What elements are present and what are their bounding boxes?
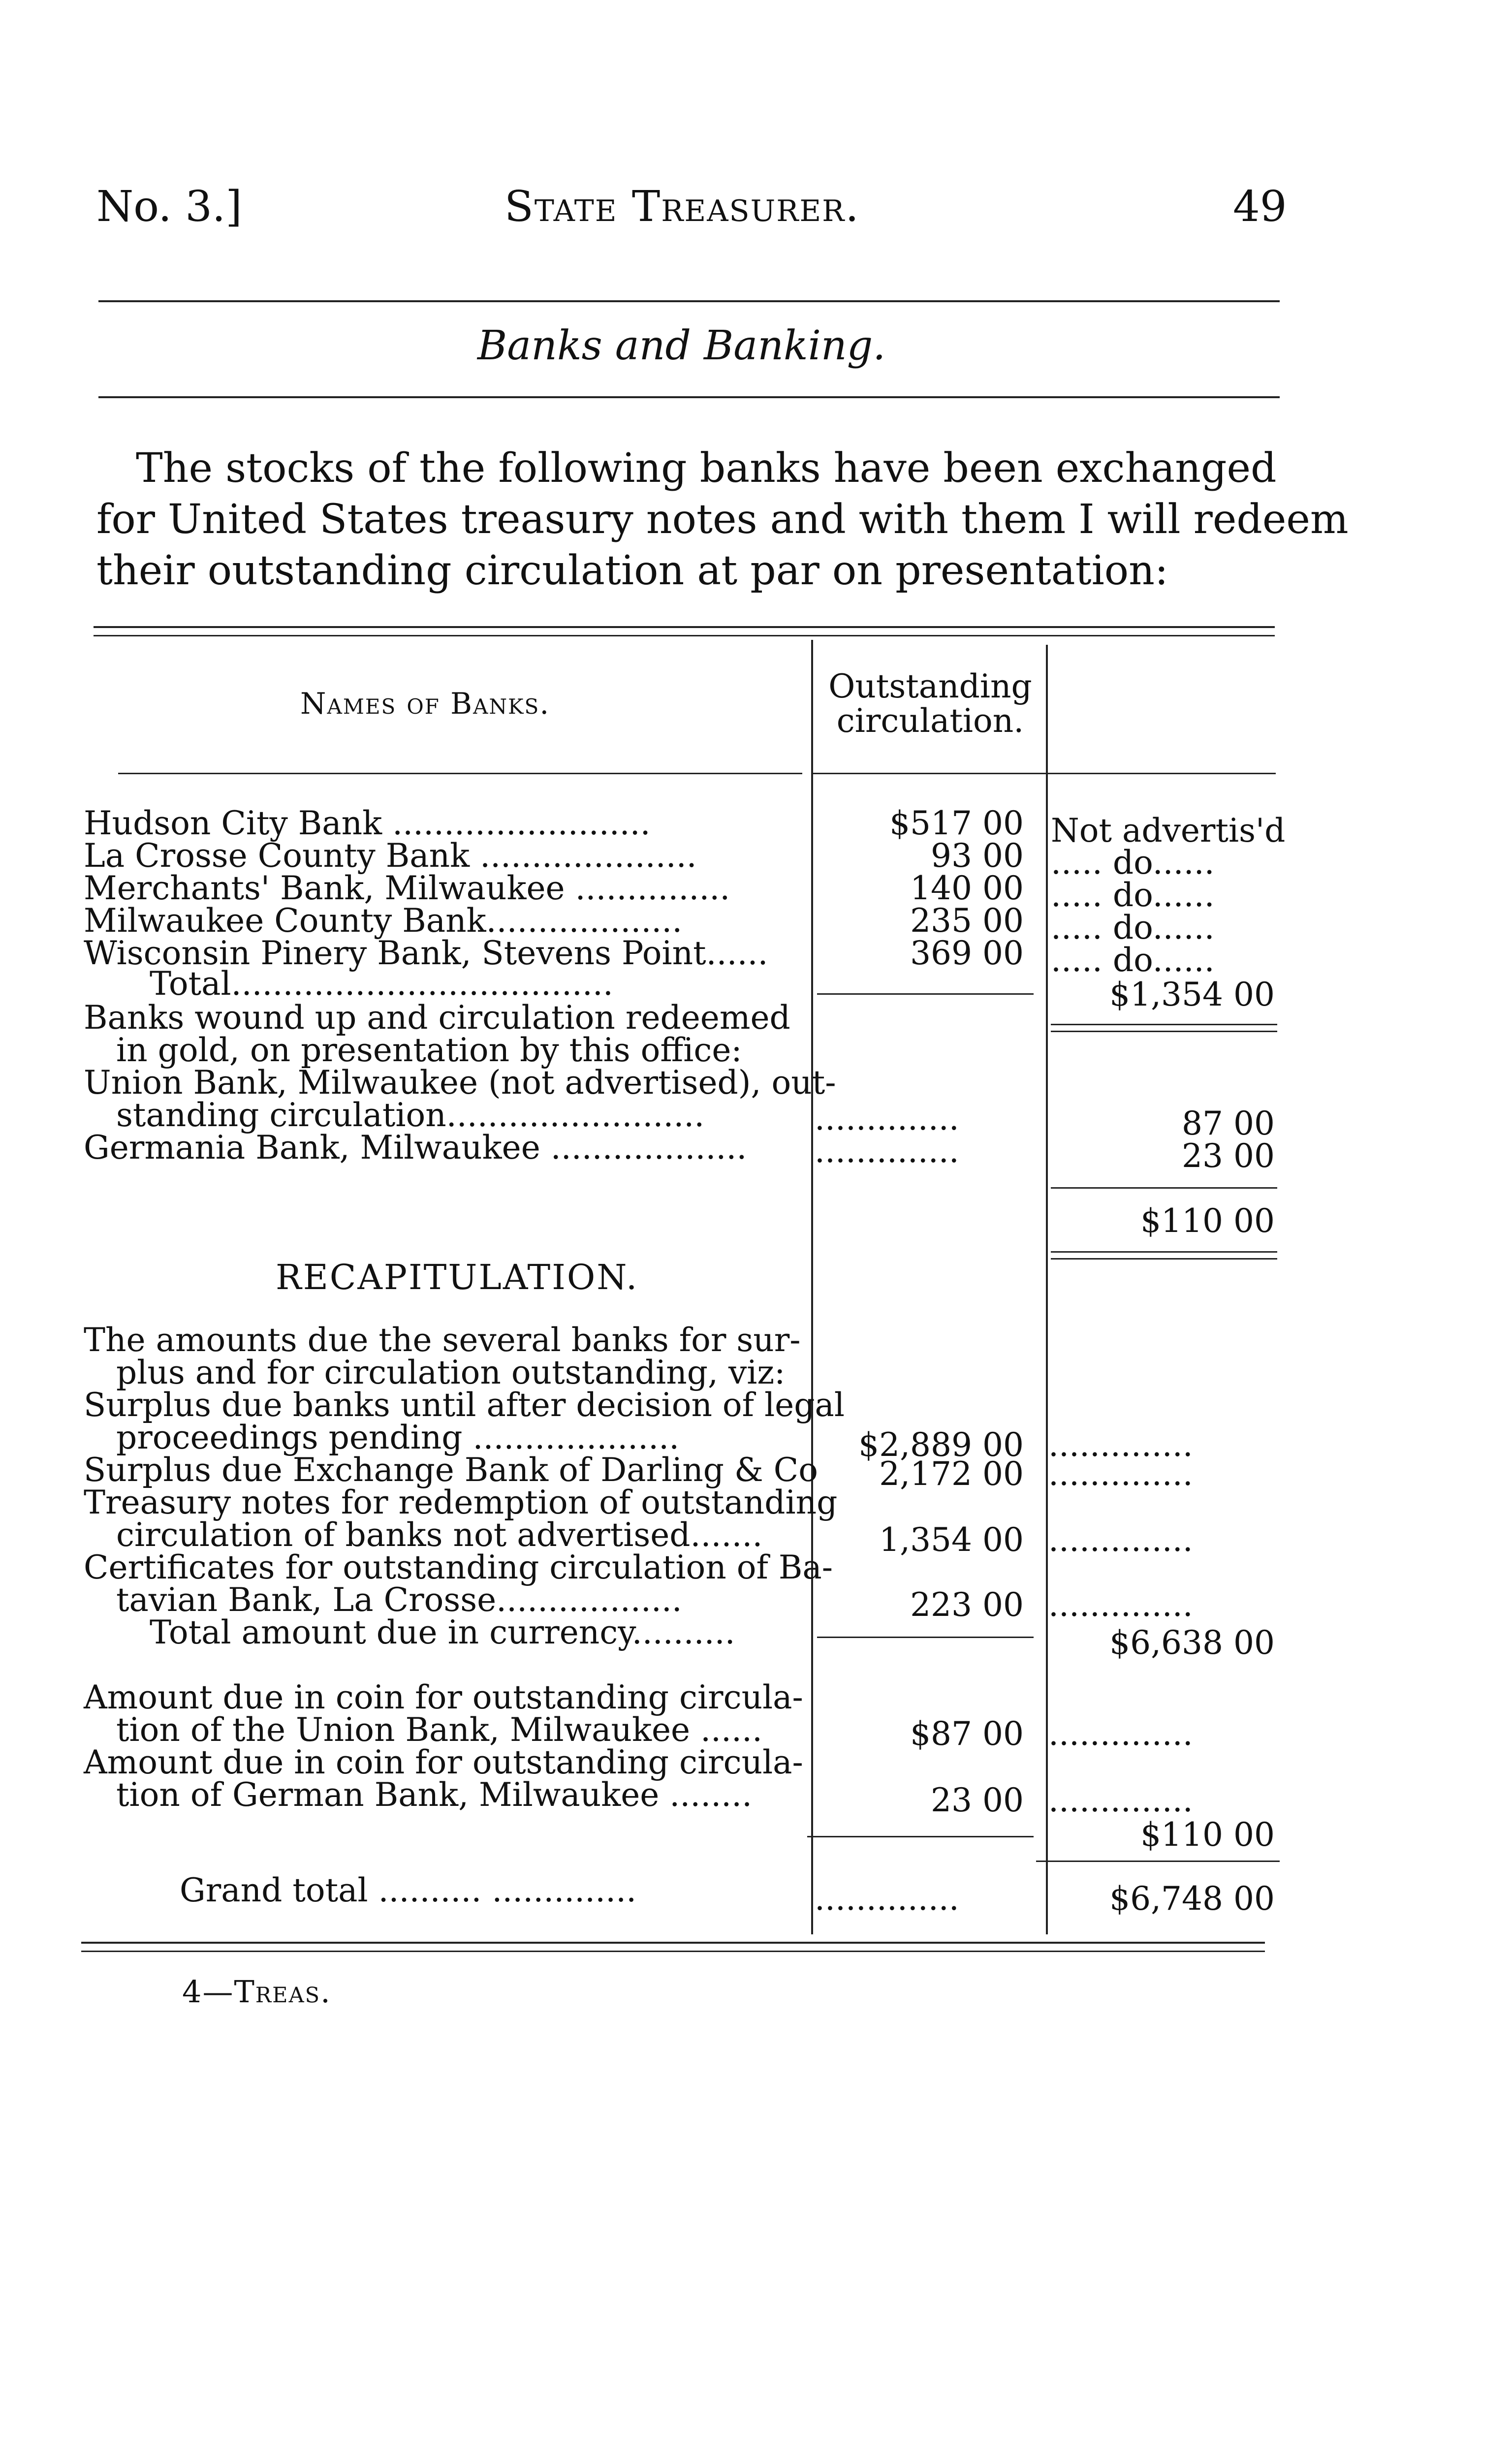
total-rule [1051, 1031, 1277, 1032]
intro-line: for United States treasury notes and with them I will redeem [96, 496, 1349, 543]
footer-signature: 4—Treas. [182, 1974, 331, 2010]
treasury-value: 1,354 00 [879, 1521, 1024, 1559]
section-rule [98, 396, 1280, 398]
coin-union-text: Amount due in coin for outstanding circula- [84, 1678, 803, 1716]
grand-total-rule [1036, 1861, 1280, 1862]
bank-note: ..... do...... [1051, 844, 1215, 882]
table-top-rule [94, 626, 1275, 628]
surplus-value: $2,889 00 [858, 1426, 1024, 1464]
coin-union-value: $87 00 [910, 1715, 1024, 1753]
table-bottom-rule [81, 1942, 1265, 1944]
coin-german-text: tion of German Bank, Milwaukee ........ [116, 1776, 753, 1814]
bank-note: Not advertis'd [1051, 812, 1286, 850]
bank-name: Merchants' Bank, Milwaukee ............... [84, 869, 730, 907]
leader-dots: .............. [815, 1103, 959, 1135]
leader-dots: .............. [1048, 1589, 1193, 1621]
recap-intro: plus and for circulation outstanding, viz: [116, 1354, 786, 1391]
coin-german-value: 23 00 [931, 1781, 1024, 1819]
union-bank-text: standing circulation......................... [116, 1096, 705, 1134]
leader-dots: .............. [815, 1135, 959, 1167]
bank-name: Hudson City Bank ......................... [84, 804, 651, 842]
bank-note: ..... do...... [1051, 941, 1215, 979]
total-value: $1,354 00 [1109, 976, 1275, 1013]
bank-amount: 369 00 [910, 934, 1024, 972]
column-header-outstanding [822, 669, 1039, 738]
subtotal-rule [817, 993, 1034, 995]
leader-dots: .............. [1048, 1784, 1193, 1817]
total-label: Total..................................... [150, 965, 613, 1003]
certificates-text: Certificates for outstanding circulation of Ba- [84, 1548, 833, 1586]
intro-line: their outstanding circulation at par on presentation: [96, 547, 1168, 594]
bank-amount: 140 00 [910, 869, 1024, 907]
bank-amount: $517 00 [889, 804, 1024, 842]
bank-name: La Crosse County Bank ..................... [84, 837, 697, 875]
header-rule [98, 300, 1280, 302]
gold-total-rule [1051, 1251, 1277, 1253]
currency-total-label: Total amount due in currency.......... [150, 1613, 735, 1651]
intro-line: The stocks of the following banks have been exchanged [136, 445, 1277, 492]
exchange-bank-text: Surplus due Exchange Bank of Darling & Co [84, 1451, 818, 1489]
gold-total-rule [1051, 1258, 1277, 1260]
surplus-text: proceedings pending .................... [116, 1419, 680, 1456]
grand-total-label: Grand total .......... .............. [180, 1871, 637, 1909]
page-number-label: No. 3.] [96, 182, 242, 231]
union-bank-text: Union Bank, Milwaukee (not advertised), out- [84, 1064, 836, 1102]
wound-up-text: Banks wound up and circulation redeemed [84, 999, 790, 1037]
subtotal-rule [807, 1836, 1034, 1837]
leader-dots: .............. [815, 1883, 959, 1915]
recap-intro: The amounts due the several banks for sur- [84, 1321, 801, 1359]
bank-note: ..... do...... [1051, 876, 1215, 914]
column-divider [1046, 645, 1048, 1934]
germania-bank-value: 23 00 [1182, 1137, 1275, 1175]
section-title: Banks and Banking. [477, 322, 886, 369]
bank-note: ..... do...... [1051, 909, 1215, 947]
recap-title: RECAPITULATION. [276, 1257, 639, 1297]
column-header-line: circulation. [836, 702, 1024, 740]
grand-total-value: $6,748 00 [1109, 1880, 1275, 1918]
certificates-text: tavian Bank, La Crosse.................. [116, 1581, 682, 1619]
leader-dots: .............. [1048, 1429, 1193, 1461]
coin-union-text: tion of the Union Bank, Milwaukee ...... [116, 1711, 762, 1749]
leader-dots: .............. [1048, 1524, 1193, 1556]
wound-up-text: in gold, on presentation by this office: [116, 1031, 742, 1069]
gold-total-rule [1051, 1187, 1277, 1189]
column-header-names: Names of Banks. [300, 687, 550, 721]
exchange-bank-value: 2,172 00 [879, 1455, 1024, 1493]
column-divider [811, 640, 813, 1934]
treasury-text: Treasury notes for redemption of outstanding [84, 1483, 838, 1521]
column-header-line: Outstanding [828, 667, 1032, 705]
header-underline [118, 773, 802, 774]
subtotal-rule [817, 1637, 1034, 1638]
table-top-rule [94, 635, 1275, 636]
table-bottom-rule [81, 1951, 1265, 1952]
treasury-text: circulation of banks not advertised....... [116, 1516, 763, 1554]
bank-name: Milwaukee County Bank................... [84, 902, 683, 940]
bank-amount: 235 00 [910, 902, 1024, 940]
currency-total-value: $6,638 00 [1109, 1624, 1275, 1662]
page-number: 49 [1233, 182, 1287, 231]
gold-total-value: $110 00 [1140, 1202, 1275, 1240]
total-rule [1051, 1024, 1277, 1025]
running-title: State Treasurer. [504, 182, 860, 231]
intro-paragraph [96, 443, 1349, 597]
leader-dots: .............. [1048, 1458, 1193, 1490]
coin-total-value: $110 00 [1140, 1816, 1275, 1854]
union-bank-value: 87 00 [1182, 1104, 1275, 1142]
certificates-value: 223 00 [910, 1586, 1024, 1624]
bank-amount: 93 00 [931, 837, 1024, 875]
surplus-text: Surplus due banks until after decision of legal [84, 1386, 845, 1424]
germania-bank-text: Germania Bank, Milwaukee ................... [84, 1129, 747, 1167]
coin-german-text: Amount due in coin for outstanding circula- [84, 1743, 803, 1781]
header-underline [813, 773, 1276, 774]
leader-dots: .............. [1048, 1718, 1193, 1750]
bank-name: Wisconsin Pinery Bank, Stevens Point...... [84, 934, 768, 972]
